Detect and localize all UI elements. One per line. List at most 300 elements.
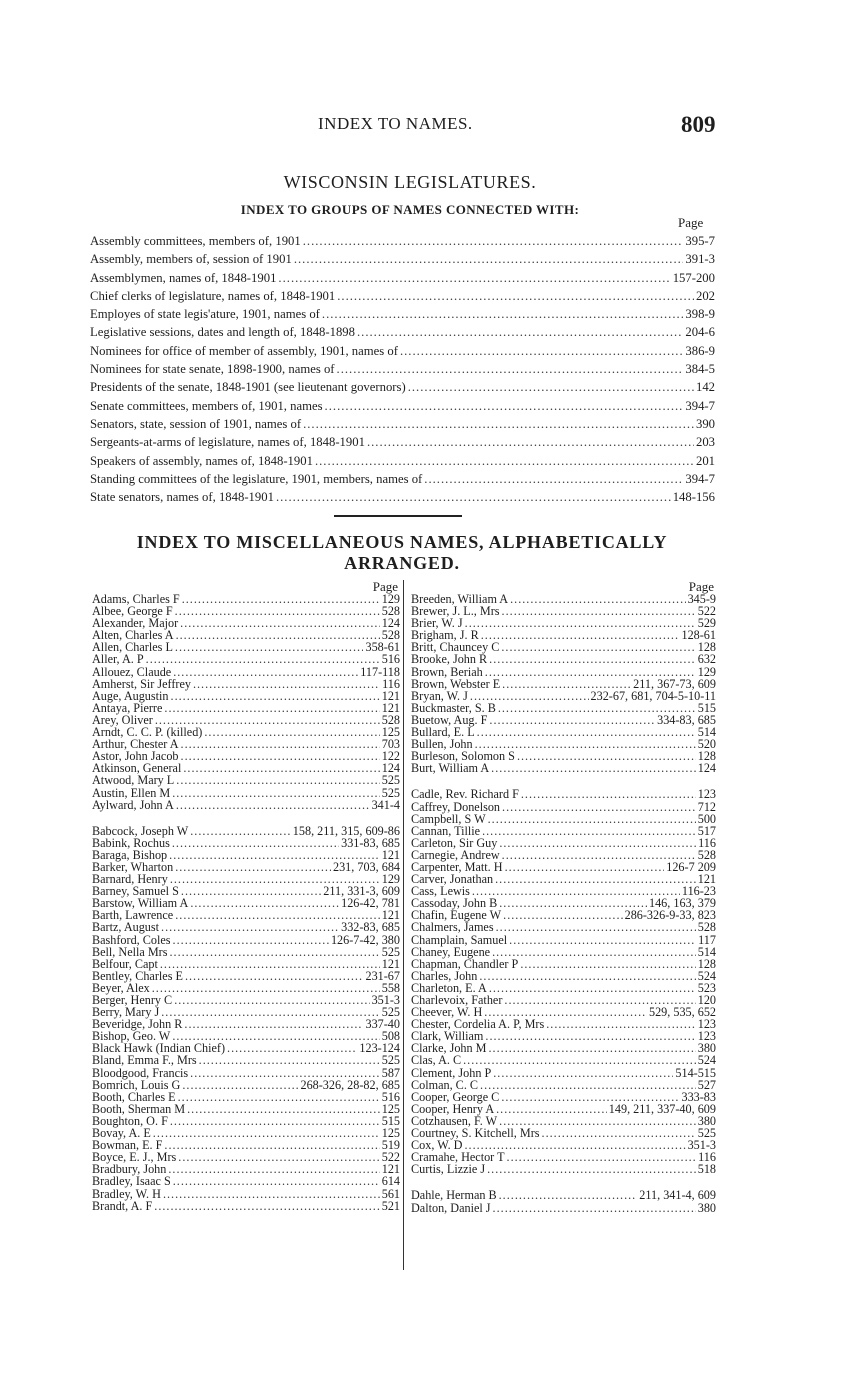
entry-name: Aylward, John A [92,797,174,812]
group-index-entry [90,454,715,472]
entry-page: 528 [697,920,716,935]
entry-page: 380 [697,1200,716,1215]
names-list-right [411,593,716,1214]
dot-leader [465,617,696,629]
dot-leader [164,702,379,714]
entry-page: 116 [698,835,716,850]
entry-name: Chapman, Chandler P [411,956,519,971]
running-head [0,112,859,142]
name-index-entry [92,799,400,811]
group-index-entry [90,234,715,252]
section-divider [334,515,462,517]
entry-name: Cox, W. D [411,1138,463,1153]
dot-leader [180,617,380,629]
entry-name: Presidents of the senate, 1848-1901 (see lieutenant governors) [90,380,406,395]
name-index-entry [411,1054,716,1066]
dot-leader [491,762,696,774]
entry-name: Babink, Rochus [92,835,170,850]
dot-leader [480,1079,696,1091]
name-index-entry [92,678,400,690]
entry-name: Buckmaster, S. B [411,700,496,715]
dot-leader [294,252,684,267]
entry-name: Astor, John Jacob [92,749,179,764]
entry-page: 333-83 [681,1089,716,1104]
entry-name: Austin, Ellen M [92,785,171,800]
dot-leader [495,873,696,885]
entry-name: Arey, Oliver [92,712,153,727]
dot-leader [492,946,696,958]
entry-name: Chafin, Eugene W [411,908,502,923]
dot-leader [172,837,339,849]
dot-leader [173,934,329,946]
entry-name: Barstow, William A [92,896,189,911]
entry-name: Bovay, A. E [92,1126,151,1141]
entry-page: 121 [381,700,400,715]
entry-name: Bowman, E. F [92,1138,163,1153]
entry-name: Amherst, Sir Jeffrey [92,676,191,691]
dot-leader [174,994,369,1006]
entry-page: 337-40 [365,1017,400,1032]
name-index-entry [411,946,716,958]
entry-name: Black Hawk (Indian Chief) [92,1041,226,1056]
entry-page: 384-5 [685,362,715,377]
section-title-line-1: INDEX TO MISCELLANEOUS NAMES, ALPHABETICALLY [136,532,668,552]
entry-name: Assembly committees, members of, 1901 [90,234,301,248]
entry-page: 516 [381,1089,400,1104]
dot-leader [173,666,358,678]
entry-page: 126-7-42, 380 [330,932,400,947]
page-number: 809 [681,112,716,137]
entry-name: Beyer, Alex [92,980,150,995]
section-title-misc-names [92,532,712,574]
name-index-entry [92,1054,400,1066]
entry-name: Bartz, August [92,920,160,935]
entry-name: Sergeants-at-arms of legislature, names of, 1848-1901 [90,435,365,450]
dot-leader [173,1175,380,1187]
entry-name: Auge, Augustin [92,688,169,703]
dot-leader [400,344,683,359]
entry-page: 390 [695,416,715,431]
dot-leader [489,1042,696,1054]
dot-leader [510,593,685,605]
entry-page: 158, 211, 315, 609-86 [292,823,400,838]
entry-page: 121 [381,956,400,971]
dot-leader [489,714,655,726]
dot-leader [170,1115,380,1127]
dot-leader [164,1139,379,1151]
name-index-entry [92,1188,400,1200]
entry-page: 394-7 [685,398,715,413]
entry-name: Chaney, Eugene [411,944,491,959]
dot-leader [178,1091,380,1103]
entry-name: Bradley, W. H [92,1186,161,1201]
entry-page: 124 [381,616,400,631]
entry-page: 386-9 [685,343,715,358]
dot-leader [161,1006,379,1018]
entry-page: 116 [698,1150,716,1165]
entry-name: Cramahe, Hector T [411,1150,505,1165]
dot-leader [190,825,291,837]
entry-name: Clas, A. C [411,1053,462,1068]
entry-page: 121 [381,908,400,923]
entry-name: Cooper, Henry A [411,1101,495,1116]
dot-leader [182,593,380,605]
entry-page: 123-124 [359,1041,400,1056]
group-index-entry [90,252,715,270]
entry-page: 124 [697,761,716,776]
entry-name: Bland, Emma F., Mrs [92,1053,197,1068]
entry-name: Buetow, Aug. F [411,712,488,727]
dot-leader [501,641,695,653]
entry-page: 117 [698,932,716,947]
entry-page: 394-7 [685,471,715,486]
dot-leader [408,380,694,395]
dot-leader [493,1067,673,1079]
dot-leader [175,605,380,617]
entry-name: Bentley, Charles E [92,968,183,983]
dot-leader [488,813,696,825]
entry-page: 528 [697,847,716,862]
entry-page: 201 [695,453,715,468]
entry-name: Chalmers, James [411,920,494,935]
entry-name: Adams, Charles F [92,592,180,606]
entry-page: 527 [697,1077,716,1092]
entry-name: Nominees for office of member of assembly, 1901, names of [90,343,398,358]
dot-leader [493,1202,696,1214]
entry-name: Bell, Nella Mrs [92,944,168,959]
entry-name: Bullen, John [411,737,473,752]
name-index-entry [92,1079,400,1091]
entry-page: 391-3 [685,252,715,267]
entry-page: 149, 211, 337-40, 609 [608,1101,716,1116]
entry-page: 126-7 209 [666,859,716,874]
entry-page: 529 [697,616,716,631]
dot-leader [176,774,379,786]
letter-gap [411,1175,716,1189]
name-index-entry [411,678,716,690]
dot-leader [181,738,380,750]
entry-page: 211, 331-3, 609 [323,884,400,899]
page-column-header: Page [688,579,714,594]
entry-page: 525 [697,1126,716,1141]
entry-name: Carnegie, Andrew [411,847,500,862]
group-index-entry [90,435,715,453]
entry-page: 125 [381,1101,400,1116]
dot-leader [278,271,670,286]
dot-leader [499,837,696,849]
name-index-entry [92,825,400,837]
entry-name: Assembly, members of, session of 1901 [90,252,292,267]
section-title-line-2: ARRANGED. [344,553,460,573]
dot-leader [168,1163,379,1175]
dot-leader [542,1127,696,1139]
dot-leader [507,1151,697,1163]
entry-page: 523 [697,980,716,995]
entry-name: Dalton, Daniel J [411,1200,491,1215]
dot-leader [146,653,380,665]
dot-leader [337,362,684,377]
dot-leader [424,472,683,487]
name-index-entry [411,653,716,665]
entry-name: Cannan, Tillie [411,823,481,838]
name-index-entry [92,1175,400,1187]
entry-name: Charlevoix, Father [411,993,503,1007]
entry-page: 358-61 [365,640,400,655]
entry-page: 525 [381,773,400,788]
entry-name: Clarke, John M [411,1041,487,1056]
entry-name: Assemblymen, names of, 1848-1901 [90,270,277,285]
name-index-entry [411,958,716,970]
entry-name: Antaya, Pierre [92,700,163,715]
dot-leader [477,726,696,738]
entry-name: Cooper, George C [411,1089,500,1104]
name-index-entry [92,934,400,946]
dot-leader [337,289,694,304]
dot-leader [489,982,696,994]
entry-name: Champlain, Samuel [411,932,508,947]
dot-leader [161,921,339,933]
entry-page: 524 [697,968,716,983]
dot-leader [183,762,379,774]
entry-page: 587 [381,1065,400,1080]
entry-name: Brooke, John R [411,652,488,667]
entry-page: 128-61 [681,628,716,643]
entry-page: 703 [381,737,400,752]
dot-leader [172,787,380,799]
entry-name: Breeden, William A [411,592,509,606]
entry-page: 121 [381,1162,400,1177]
dot-leader [175,861,331,873]
dot-leader [505,861,665,873]
dot-leader [499,1189,638,1201]
dot-leader [325,399,684,414]
dot-leader [303,417,694,432]
dot-leader [193,678,380,690]
entry-page: 515 [697,700,716,715]
name-index-entry [411,813,716,825]
entry-page: 632 [697,652,716,667]
entry-name: Barker, Wharton [92,859,174,874]
dot-leader [496,1103,607,1115]
dot-leader [184,1018,363,1030]
dot-leader [517,750,696,762]
entry-page: 380 [697,1113,716,1128]
entry-page: 126-42, 781 [341,896,400,911]
entry-page: 128 [697,749,716,764]
entry-name: Arndt, C. C. P. (killed) [92,725,203,740]
entry-name: Bomrich, Louis G [92,1077,181,1092]
entry-page: 202 [695,288,715,303]
group-index-entry [90,344,715,362]
page-column-header: Page [372,579,398,594]
name-index-entry [411,1079,716,1091]
running-head-title: INDEX TO NAMES. [318,114,473,133]
entry-page: 525 [381,785,400,800]
dot-leader [160,958,380,970]
entry-name: Booth, Sherman M [92,1101,186,1116]
entry-name: State senators, names of, 1848-1901 [90,490,274,505]
entry-page: 120 [697,993,716,1007]
group-index-entry [90,271,715,289]
dot-leader [181,750,380,762]
entry-name: Brown, Beriah [411,664,483,679]
entry-page: 508 [381,1029,400,1044]
dot-leader [199,1054,380,1066]
entry-name: Charles, John [411,968,478,983]
group-index-entry [90,307,715,325]
entry-page: 514 [697,944,716,959]
entry-name: Allouez, Claude [92,664,172,679]
entry-page: 351-3 [371,993,400,1007]
entry-page: 142 [695,380,715,395]
name-index-entry [92,666,400,678]
name-index-entry [411,788,716,800]
entry-page: 121 [381,847,400,862]
entry-name: Carleton, Sir Guy [411,835,498,850]
entry-name: Burleson, Solomon S [411,749,515,764]
entry-name: Bradbury, John [92,1162,167,1177]
entry-name: Cadle, Rev. Richard F [411,787,519,802]
entry-name: Brandt, A. F [92,1198,153,1213]
entry-page: 520 [697,737,716,752]
entry-page: 332-83, 685 [341,920,400,935]
dot-leader [178,1151,379,1163]
entry-name: Barth, Lawrence [92,908,174,923]
entry-page: 122 [381,749,400,764]
entry-page: 128 [697,640,716,655]
entry-page: 146, 163, 379 [648,896,716,911]
entry-name: Campbell, S W [411,811,486,826]
entry-name: Caffrey, Donelson [411,799,501,814]
name-index-entry [411,1067,716,1079]
entry-page: 148-156 [672,490,715,505]
dot-leader [227,1042,357,1054]
name-index-entry [92,1067,400,1079]
dot-leader [154,1200,379,1212]
dot-leader [546,1018,695,1030]
name-index-entry [411,762,716,774]
entry-name: Bashford, Coles [92,932,171,947]
dot-leader [175,641,364,653]
entry-name: Bullard, E. L [411,725,475,740]
name-index-entry [411,801,716,813]
names-column-left [92,580,400,1212]
entry-page: 516 [381,652,400,667]
entry-page: 345-9 [687,592,716,606]
dot-leader [153,1127,380,1139]
name-index-entry [411,1202,716,1214]
dot-leader [190,897,339,909]
entry-name: Cotzhausen, F. W [411,1113,498,1128]
entry-name: Alten, Charles A [92,628,174,643]
dot-leader [521,788,696,800]
entry-page: 116-23 [681,884,716,899]
entry-name: Cassoday, John B [411,896,498,911]
entry-page: 524 [697,1053,716,1068]
dot-leader [163,1188,380,1200]
entry-page: 712 [697,799,716,814]
entry-page: 522 [381,1150,400,1165]
entry-name: Boughton, O. F [92,1113,168,1128]
entry-page: 331-83, 685 [341,835,400,850]
entry-page: 528 [381,628,400,643]
entry-name: Colman, C. C [411,1077,479,1092]
entry-name: Alexander, Major [92,616,179,631]
group-index-entry [90,380,715,398]
section-subtitle-groups: INDEX TO GROUPS OF NAMES CONNECTED WITH: [240,202,580,217]
entry-name: Arthur, Chester A [92,737,179,752]
dot-leader [190,1067,380,1079]
entry-name: Standing committees of the legislature, 1901, members, names of [90,471,423,486]
name-index-entry [92,946,400,958]
page-column-header: Page [678,215,704,230]
entry-name: Berger, Henry C [92,993,173,1007]
entry-page: 517 [697,823,716,838]
entry-name: Albee, George F [92,604,173,619]
entry-name: Atkinson, General [92,761,182,776]
dot-leader [502,678,631,690]
dot-leader [276,490,671,505]
dot-leader [181,885,321,897]
name-index-entry [92,958,400,970]
name-index-entry [92,787,400,799]
dot-leader [496,921,696,933]
letter-gap [92,811,400,825]
dot-leader [485,666,696,678]
entry-name: Boyce, E. J., Mrs [92,1150,177,1165]
entry-page: 525 [381,1005,400,1020]
entry-name: Barnard, Henry [92,872,168,887]
entry-page: 395-7 [685,234,715,248]
name-index-entry [92,921,400,933]
names-column-right [411,580,716,1214]
entry-name: Beveridge, John R [92,1017,183,1032]
name-index-entry [92,1200,400,1212]
entry-name: Aller, A. P [92,652,144,667]
entry-name: Chief clerks of legislature, names of, 1848-1901 [90,288,336,303]
entry-name: Allen, Charles L [92,640,173,655]
entry-page: 528 [381,604,400,619]
name-index-entry [411,921,716,933]
names-list-left [92,593,400,1212]
dot-leader [176,799,370,811]
entry-page: 124 [381,761,400,776]
entry-page: 125 [381,725,400,740]
entry-page: 203 [695,435,715,450]
entry-name: Courtney, S. Kitchell, Mrs [411,1126,540,1141]
entry-name: Carpenter, Matt. H [411,859,503,874]
entry-page: 123 [697,1029,716,1044]
name-index-entry [411,934,716,946]
entry-page: 125 [381,1126,400,1141]
entry-page: 116 [382,676,400,691]
entry-page: 341-4 [371,797,400,812]
entry-name: Britt, Chauncey C [411,640,500,655]
entry-name: Charleton, E. A [411,980,487,995]
group-index-entry [90,472,715,490]
dot-leader [169,946,379,958]
entry-name: Chester, Cordelia A. P, Mrs [411,1017,545,1032]
entry-name: Brewer, J. L., Mrs [411,604,500,619]
entry-page: 525 [381,1053,400,1068]
entry-page: 268-326, 28-82, 685 [300,1077,400,1092]
entry-page: 522 [697,604,716,619]
entry-name: Babcock, Joseph W [92,823,189,838]
entry-page: 121 [381,688,400,703]
dot-leader [187,1103,380,1115]
dot-leader [185,970,364,982]
entry-name: Baraga, Bishop [92,847,168,862]
